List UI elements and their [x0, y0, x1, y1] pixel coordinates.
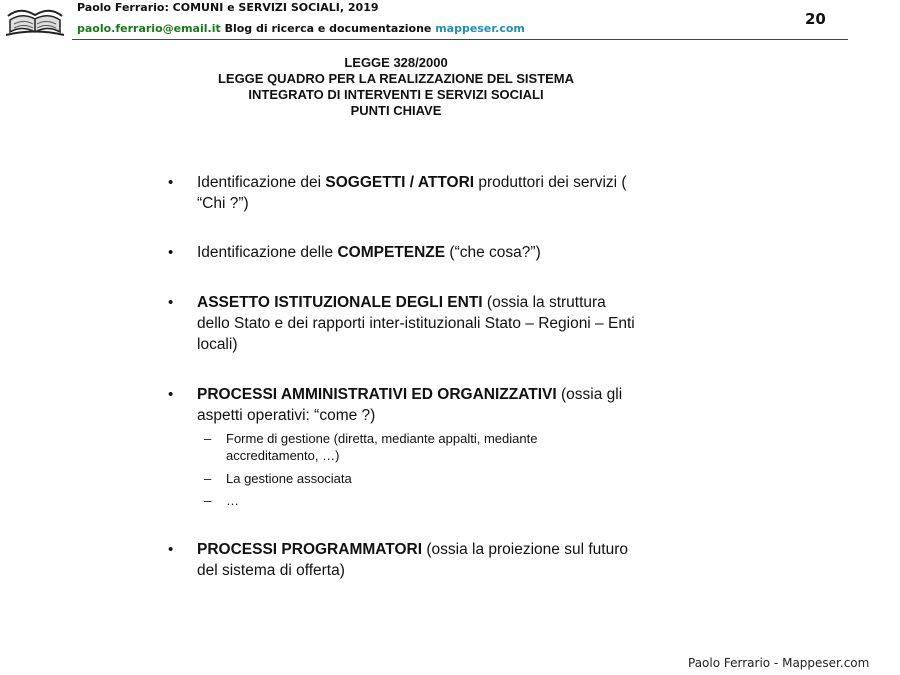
bullet-marker: •	[168, 386, 174, 403]
bullet-text	[197, 384, 637, 426]
bullet-marker: •	[168, 174, 174, 191]
site-link[interactable]: mappeser.com	[435, 22, 525, 35]
blog-text: Blog di ricerca e documentazione	[224, 22, 432, 35]
bullet-text-bold: PROCESSI PROGRAMMATORI	[197, 541, 423, 558]
bullet-text-post: (“che cosa?”)	[445, 244, 541, 261]
footer-credit: Paolo Ferrario - Mappeser.com	[688, 656, 870, 670]
header-title: Paolo Ferrario: COMUNI e SERVIZI SOCIALI, 2019	[77, 1, 379, 14]
bullet-text-bold: ASSETTO ISTITUZIONALE DEGLI ENTI	[197, 294, 483, 311]
bullet-text-bold: PROCESSI AMMINISTRATIVI ED ORGANIZZATIVI	[197, 386, 557, 403]
bullet-text-pre: Identificazione delle	[197, 244, 338, 261]
sub-bullet-marker: –	[204, 431, 212, 446]
title-line-3: INTEGRATO DI INTERVENTI E SERVIZI SOCIALI	[248, 87, 544, 102]
open-book-logo-icon	[4, 2, 66, 40]
bullet-text	[197, 292, 637, 355]
title-line-1: LEGGE 328/2000	[344, 55, 448, 70]
sub-bullet-text: La gestione associata	[226, 471, 352, 486]
bullet-text-bold: COMPETENZE	[337, 244, 446, 261]
bullet-text-post: (ossia gli aspetti operativi: “come ?)	[197, 386, 623, 424]
bullet-text-post: (ossia la struttura dello Stato e dei rapporti inter-istituzionali Stato – Regioni – Enti locali)	[197, 294, 635, 353]
slide-title	[150, 55, 642, 119]
header-subtitle	[77, 22, 525, 35]
bullet-marker: •	[168, 294, 174, 311]
bullet-text-post: produttori dei servizi ( “Chi ?”)	[197, 174, 627, 212]
sub-bullet-marker: –	[204, 471, 212, 486]
page-header	[0, 0, 900, 42]
bullet-text-pre: Identificazione dei	[197, 174, 326, 191]
bullet-marker: •	[168, 244, 174, 261]
bullet-text-bold: SOGGETTI / ATTORI	[325, 174, 475, 191]
sub-bullet-marker: –	[204, 493, 212, 508]
bullet-text	[197, 539, 637, 581]
email-link[interactable]: paolo.ferrario@email.it	[77, 22, 221, 35]
title-line-4: PUNTI CHIAVE	[350, 103, 442, 118]
title-line-2: LEGGE QUADRO PER LA REALIZZAZIONE DEL SISTEMA	[217, 71, 575, 86]
sub-bullet-text: …	[226, 493, 239, 508]
bullet-text-post: (ossia la proiezione sul futuro del sistema di offerta)	[197, 541, 628, 579]
bullet-text	[197, 242, 637, 263]
bullet-marker: •	[168, 541, 174, 558]
sub-bullet-text: Forme di gestione (diretta, mediante appalti, mediante accreditamento, …)	[226, 431, 538, 463]
bullet-text	[197, 172, 637, 214]
page-number: 20	[805, 10, 826, 28]
header-divider	[72, 39, 848, 40]
